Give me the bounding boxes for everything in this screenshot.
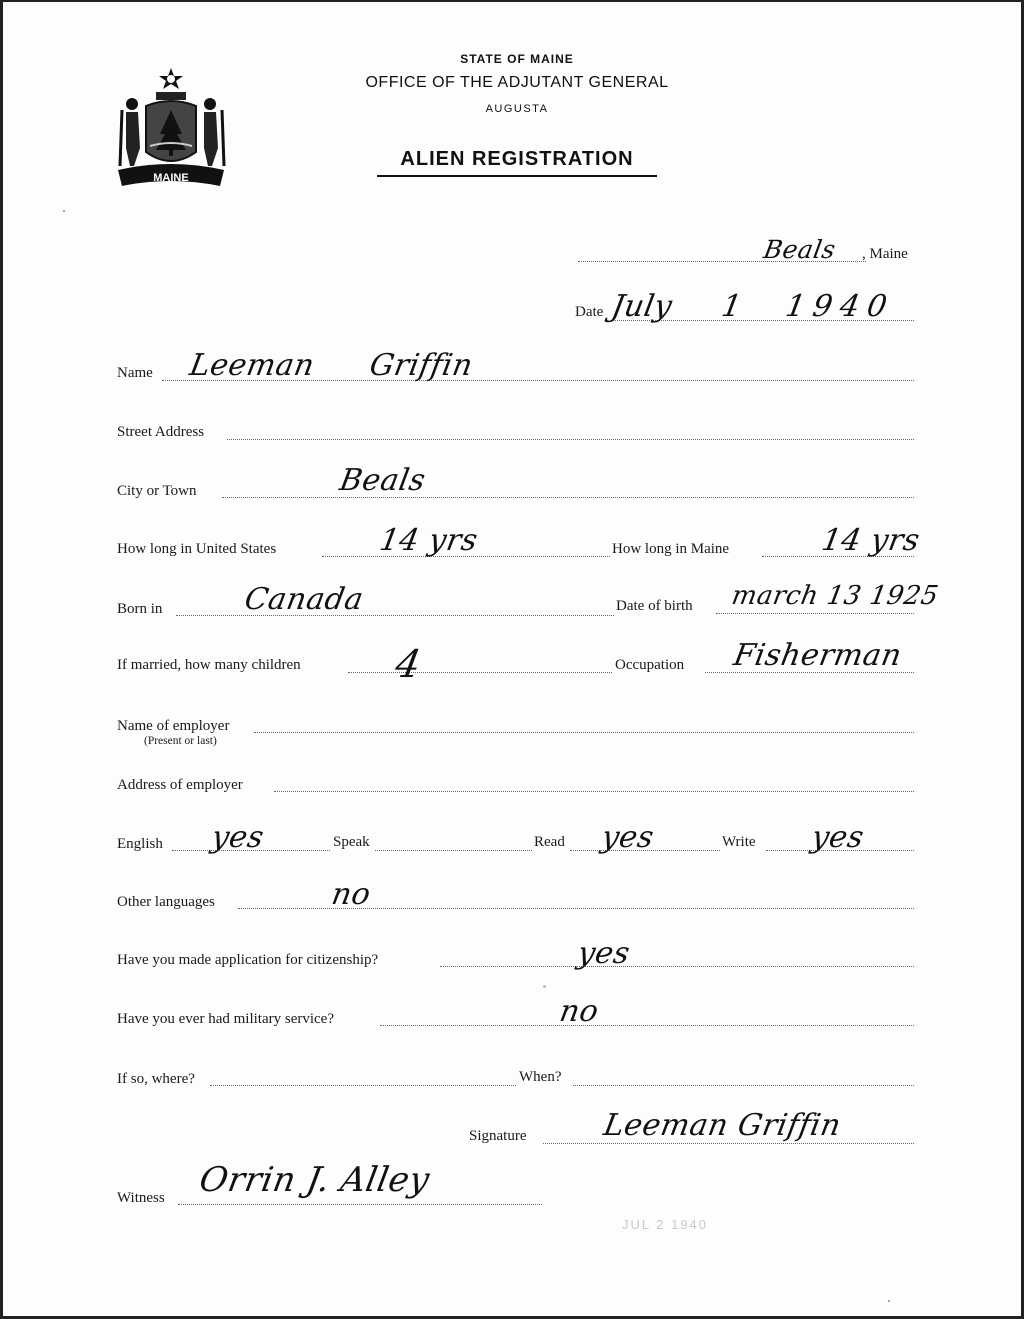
read-value: yes <box>598 820 657 855</box>
maine-state-seal <box>112 66 230 192</box>
speak-label: Speak <box>333 834 370 850</box>
signature-line <box>543 1143 914 1144</box>
military-label: Have you ever had military service? <box>117 1011 334 1027</box>
dob-line <box>716 613 914 614</box>
witness-line <box>178 1204 542 1205</box>
write-value: yes <box>808 820 867 855</box>
military-line <box>380 1025 914 1026</box>
date-label: Date <box>575 304 604 320</box>
scan-edge-top <box>0 0 1024 2</box>
when-line <box>573 1085 914 1086</box>
scan-edge-left <box>0 0 3 1319</box>
where-line <box>210 1085 516 1086</box>
employer-name-line <box>254 732 914 733</box>
english-value: yes <box>208 820 267 855</box>
employer-name-sublabel: (Present or last) <box>144 735 217 747</box>
speak-line <box>375 850 532 851</box>
date-month: July <box>608 289 675 324</box>
form-title: ALIEN REGISTRATION <box>377 148 657 177</box>
scan-speck <box>543 985 546 988</box>
name-label: Name <box>117 365 153 381</box>
city-label: City or Town <box>117 483 197 499</box>
how-long-us-label: How long in United States <box>117 541 277 557</box>
name-first: Leeman <box>186 348 318 383</box>
scan-speck <box>888 1300 890 1302</box>
occupation-label: Occupation <box>615 657 685 673</box>
read-label: Read <box>534 834 565 850</box>
citizenship-value: yes <box>574 936 633 971</box>
other-languages-value: no <box>328 877 374 912</box>
dob-value: march 13 1925 <box>729 581 941 611</box>
employer-address-line <box>274 791 914 792</box>
how-long-maine-value: 14 yrs <box>818 523 923 558</box>
seal-motto: MAINE <box>153 172 189 184</box>
other-languages-label: Other languages <box>117 894 215 910</box>
city-value: Beals <box>336 463 429 498</box>
dob-label: Date of birth <box>616 598 693 614</box>
header-office: OFFICE OF THE ADJUTANT GENERAL <box>365 74 669 91</box>
date-year: 1940 <box>782 289 898 324</box>
born-in-label: Born in <box>117 601 163 617</box>
received-stamp: JUL 2 1940 <box>622 1217 709 1232</box>
street-line <box>227 439 914 440</box>
children-value: 4 <box>392 642 425 686</box>
how-long-maine-label: How long in Maine <box>612 541 730 557</box>
header-state: STATE OF MAINE <box>460 52 574 66</box>
date-day: 1 <box>718 289 745 324</box>
children-line <box>348 672 612 673</box>
witness-value: Orrin J. Alley <box>196 1160 433 1200</box>
where-label: If so, where? <box>117 1071 195 1087</box>
how-long-us-value: 14 yrs <box>376 523 481 558</box>
citizenship-line <box>440 966 914 967</box>
name-last: Griffin <box>366 348 476 383</box>
born-in-value: Canada <box>241 582 367 617</box>
witness-label: Witness <box>117 1190 165 1206</box>
employer-address-label: Address of employer <box>117 777 243 793</box>
city-line <box>222 497 914 498</box>
children-label: If married, how many children <box>117 657 301 673</box>
street-label: Street Address <box>117 424 205 440</box>
signature-value: Leeman Griffin <box>600 1108 844 1143</box>
place-value: Beals <box>761 235 838 264</box>
occupation-value: Fisherman <box>730 638 905 673</box>
military-value: no <box>556 994 602 1029</box>
signature-label: Signature <box>469 1128 527 1144</box>
place-suffix: , Maine <box>862 246 908 262</box>
write-label: Write <box>722 834 756 850</box>
english-label: English <box>117 836 163 852</box>
citizenship-label: Have you made application for citizenship? <box>117 952 379 968</box>
scan-speck <box>63 210 65 212</box>
when-label: When? <box>519 1069 562 1085</box>
header-city: AUGUSTA <box>485 103 549 115</box>
employer-name-label: Name of employer <box>117 718 230 734</box>
